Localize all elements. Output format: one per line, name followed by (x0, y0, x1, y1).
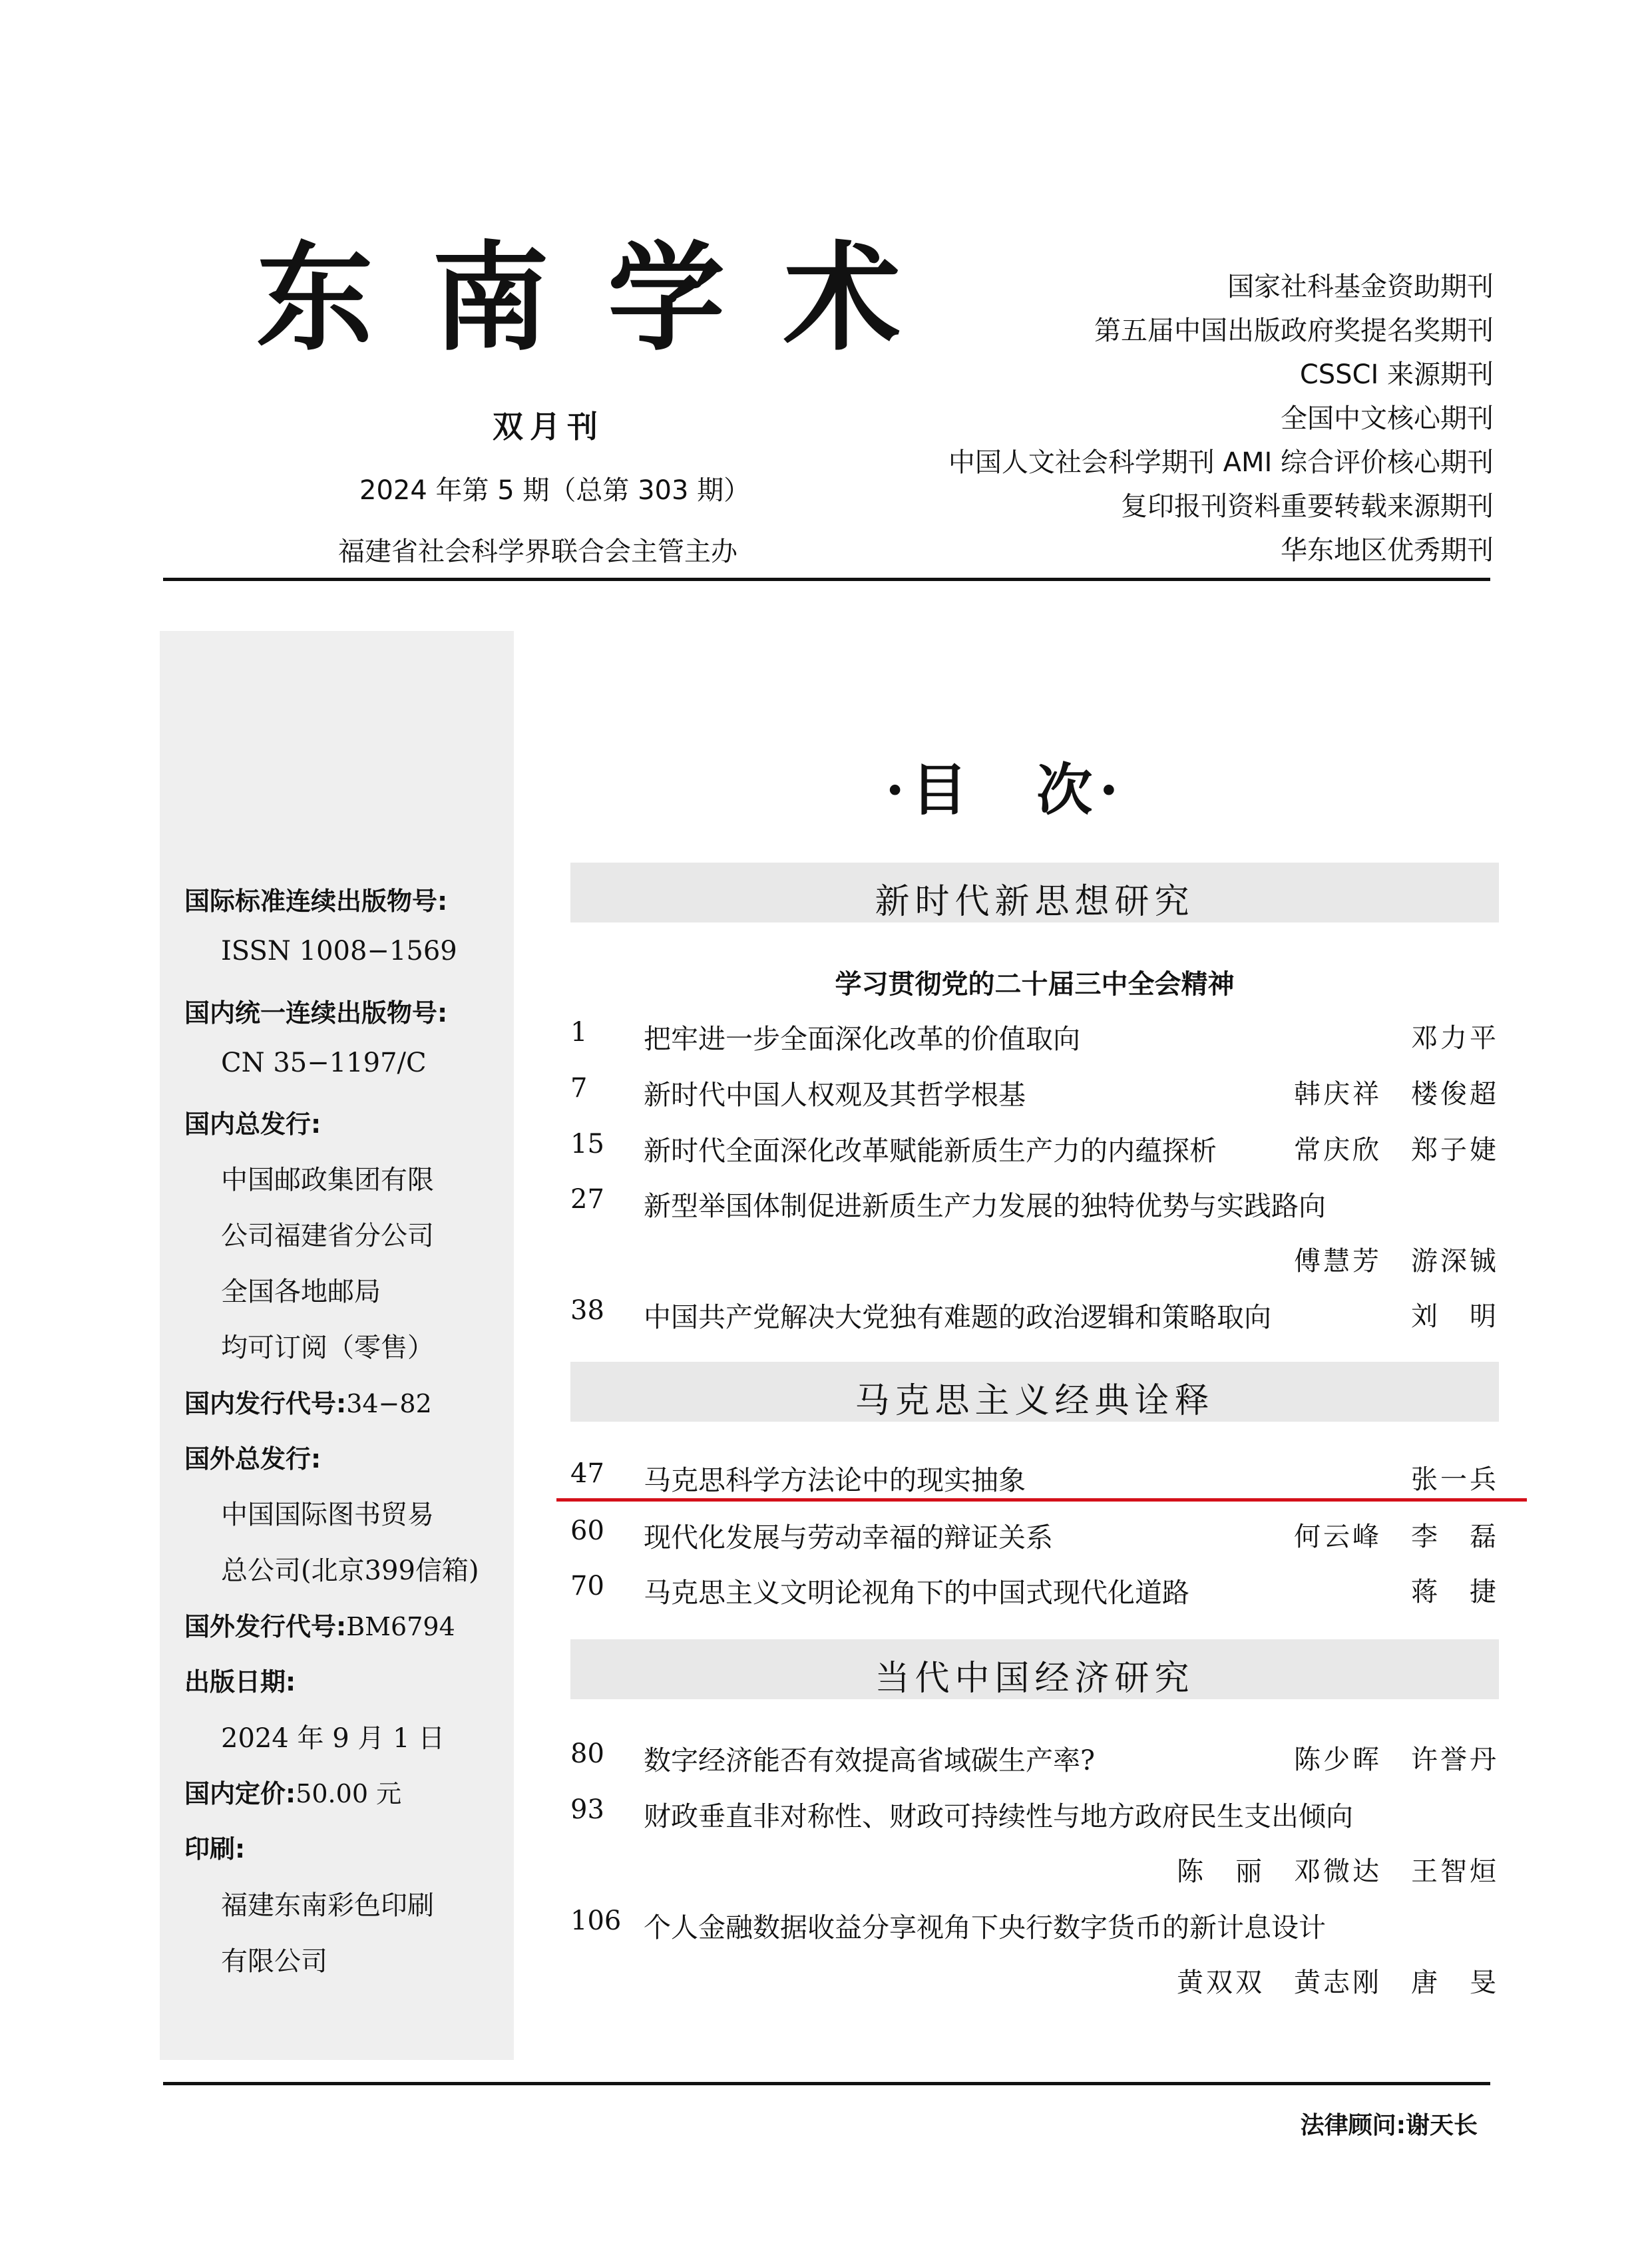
entry-page: 80 (570, 1738, 604, 1769)
entry-authors: 陈少晖 许誉丹 (1294, 1744, 1499, 1775)
price-label-text: 国内定价: (184, 1779, 296, 1808)
toc-entry[interactable] (570, 1794, 1499, 1832)
domestic-code-label (184, 1383, 432, 1420)
section-header (570, 1362, 1499, 1422)
journal-title: 东南学术 (256, 229, 960, 367)
entry-authors: 傅慧芳 游深铖 (1294, 1246, 1499, 1277)
journal-frequency: 双月刊 (493, 409, 604, 445)
issn-value: ISSN 1008−1569 (221, 936, 457, 966)
honor-item: CSSCI 来源期刊 (1299, 359, 1494, 390)
honor-item: 第五届中国出版政府奖提名奖期刊 (1094, 315, 1494, 346)
entry-title: 马克思主义文明论视角下的中国式现代化道路 (644, 1577, 1189, 1609)
cn-label: 国内统一连续出版物号: (184, 998, 448, 1028)
section-subheading: 学习贯彻党的二十届三中全会精神 (835, 969, 1235, 1000)
price-value: 50.00 元 (296, 1779, 402, 1808)
printing-label: 印刷: (184, 1834, 246, 1864)
domestic-distributor-label: 国内总发行: (184, 1110, 321, 1139)
foreign-code-value: BM6794 (346, 1612, 455, 1641)
section-title: 马克思主义经典诠释 (855, 1381, 1215, 1421)
entry-page: 1 (570, 1017, 588, 1048)
entry-page: 106 (570, 1906, 622, 1936)
entry-authors: 刘 明 (1411, 1301, 1499, 1332)
printing-line: 有限公司 (221, 1946, 327, 1977)
issn-label: 国际标准连续出版物号: (184, 887, 448, 916)
top-divider (163, 578, 1490, 581)
journal-sponsor: 福建省社会科学界联合会主管主办 (338, 536, 737, 567)
entry-title: 新时代全面深化改革赋能新质生产力的内蕴探析 (644, 1135, 1217, 1167)
section-header (570, 863, 1499, 922)
entry-authors: 蒋 捷 (1411, 1577, 1499, 1607)
pub-date-label: 出版日期: (184, 1667, 296, 1697)
publication-info-sidebar (160, 631, 514, 2060)
honor-item: 复印报刊资料重要转载来源期刊 (1121, 491, 1494, 522)
toc-entry[interactable] (570, 1295, 1499, 1332)
entry-title: 财政垂直非对称性、财政可持续性与地方政府民生支出倾向 (644, 1800, 1353, 1832)
foreign-code-label-text: 国外发行代号: (184, 1612, 347, 1641)
foreign-distributor-line: 总公司(北京399信箱) (221, 1555, 479, 1586)
printing-line: 福建东南彩色印刷 (221, 1890, 434, 1921)
honor-item: 华东地区优秀期刊 (1281, 535, 1494, 566)
contents-heading: ·目 次· (885, 757, 1126, 823)
toc-entry[interactable] (570, 1738, 1499, 1776)
entry-title: 新时代中国人权观及其哲学根基 (644, 1079, 1026, 1111)
toc-entry[interactable] (570, 1571, 1499, 1608)
entry-page: 15 (570, 1129, 604, 1159)
section-title: 当代中国经济研究 (875, 1659, 1195, 1699)
entry-title: 把牢进一步全面深化改革的价值取向 (644, 1023, 1080, 1055)
entry-page: 93 (570, 1794, 604, 1825)
entry-page: 70 (570, 1571, 604, 1601)
entry-title: 马克思科学方法论中的现实抽象 (644, 1464, 1026, 1496)
bottom-divider (163, 2082, 1490, 2085)
entry-page: 47 (570, 1458, 604, 1489)
cn-value: CN 35−1197/C (221, 1048, 427, 1078)
domestic-code-value: 34−82 (346, 1389, 432, 1418)
toc-entry[interactable] (570, 1017, 1499, 1054)
toc-entry[interactable] (570, 1906, 1499, 1943)
toc-entry[interactable] (570, 1516, 1499, 1553)
entry-page: 7 (570, 1073, 588, 1104)
entry-page: 38 (570, 1295, 604, 1326)
section-header (570, 1639, 1499, 1699)
entry-title: 中国共产党解决大党独有难题的政治逻辑和策略取向 (644, 1301, 1271, 1333)
entry-authors: 张一兵 (1411, 1464, 1499, 1495)
honor-item: 全国中文核心期刊 (1281, 403, 1494, 434)
entry-authors: 常庆欣 郑子婕 (1294, 1135, 1499, 1165)
domestic-distributor-line: 均可订阅（零售） (221, 1332, 434, 1363)
issue-number: 2024 年第 5 期（总第 303 期） (359, 475, 751, 506)
entry-authors: 韩庆祥 楼俊超 (1294, 1079, 1499, 1110)
toc-entry[interactable] (570, 1458, 1499, 1496)
section-title: 新时代新思想研究 (875, 882, 1195, 922)
entry-authors: 何云峰 李 磊 (1294, 1522, 1499, 1552)
toc-entry[interactable] (570, 1073, 1499, 1110)
foreign-distributor-line: 中国国际图书贸易 (221, 1500, 434, 1530)
entry-title: 新型举国体制促进新质生产力发展的独特优势与实践路向 (644, 1190, 1326, 1222)
honor-item: 国家社科基金资助期刊 (1227, 272, 1494, 302)
entry-title: 数字经济能否有效提高省域碳生产率? (644, 1744, 1095, 1776)
foreign-distributor-label: 国外总发行: (184, 1444, 321, 1474)
legal-advisor: 法律顾问:谢天长 (1300, 2112, 1478, 2139)
entry-authors: 邓力平 (1411, 1023, 1499, 1054)
domestic-distributor-line: 中国邮政集团有限 (221, 1165, 434, 1195)
entry-page: 27 (570, 1184, 604, 1215)
foreign-code-label (184, 1606, 455, 1643)
honor-item: 中国人文社会科学期刊 AMI 综合评价核心期刊 (948, 447, 1494, 478)
price-label (184, 1773, 401, 1810)
entry-authors: 陈 丽 邓微达 王智烜 (1177, 1856, 1499, 1887)
entry-page: 60 (570, 1516, 604, 1546)
highlight-underline (556, 1498, 1527, 1502)
domestic-code-label-text: 国内发行代号: (184, 1389, 347, 1418)
pub-date-value: 2024 年 9 月 1 日 (221, 1723, 445, 1754)
entry-title: 现代化发展与劳动幸福的辩证关系 (644, 1522, 1053, 1553)
entry-authors: 黄双双 黄志刚 唐 旻 (1177, 1967, 1499, 1998)
domestic-distributor-line: 全国各地邮局 (221, 1277, 381, 1307)
journal-honors (948, 265, 1494, 572)
toc-entry[interactable] (570, 1184, 1499, 1221)
domestic-distributor-line: 公司福建省分公司 (221, 1221, 434, 1251)
toc-entry[interactable] (570, 1129, 1499, 1166)
entry-title: 个人金融数据收益分享视角下央行数字货币的新计息设计 (644, 1912, 1326, 1943)
